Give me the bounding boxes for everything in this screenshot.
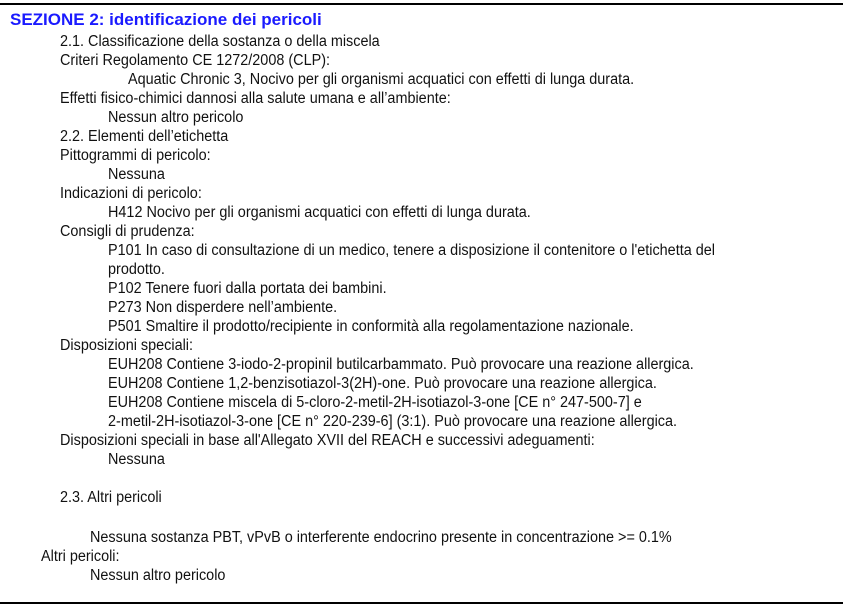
physchem-effects-value: Nessun altro pericolo: [108, 109, 244, 126]
precaution-p273: P273 Non disperdere nell’ambiente.: [108, 299, 338, 316]
precaution-p101: P101 In caso di consultazione di un medico, tenere a disposizione il contenitore o l'etichetta del: [108, 242, 715, 259]
precaution-p501: P501 Smaltire il prodotto/recipiente in conformità alla regolamentazione nazionale.: [108, 318, 634, 335]
hazard-statements-label: Indicazioni di pericolo:: [60, 185, 202, 202]
euh208-line-2: EUH208 Contiene 1,2-benzisotiazol-3(2H)-one. Può provocare una reazione allergica.: [108, 375, 657, 392]
subsection-2-1-heading: 2.1. Classificazione della sostanza o della miscela: [60, 33, 380, 50]
other-hazards-label: Altri pericoli:: [41, 548, 120, 565]
special-provisions-label: Disposizioni speciali:: [60, 337, 194, 354]
precautionary-label: Consigli di prudenza:: [60, 223, 195, 240]
euh208-line-4: 2-metil-2H-isotiazol-3-one [CE n° 220-239-6] (3:1). Può provocare una reazione allergica.: [108, 413, 678, 430]
pictograms-label: Pittogrammi di pericolo:: [60, 147, 211, 164]
pbt-vpvb-statement: Nessuna sostanza PBT, vPvB o interferente endocrino presente in concentrazione >= 0.1%: [90, 529, 672, 546]
hazard-statement-h412: H412 Nocivo per gli organismi acquatici con effetti di lunga durata.: [108, 204, 531, 221]
physchem-effects-label: Effetti fisico-chimici dannosi alla salute umana e all’ambiente:: [60, 90, 451, 107]
precaution-p101-cont: prodotto.: [108, 261, 165, 278]
subsection-2-3-heading: 2.3. Altri pericoli: [60, 489, 162, 506]
bottom-divider: [0, 602, 843, 604]
reach-provisions-label: Disposizioni speciali in base all'Allegato XVII del REACH e successivi adeguamenti:: [60, 432, 595, 449]
clp-criteria-label: Criteri Regolamento CE 1272/2008 (CLP):: [60, 52, 331, 69]
euh208-line-3: EUH208 Contiene miscela di 5-cloro-2-metil-2H-isotiazol-3-one [CE n° 247-500-7] e: [108, 394, 642, 411]
subsection-2-2-heading: 2.2. Elementi dell’etichetta: [60, 128, 229, 145]
pictograms-value: Nessuna: [108, 166, 165, 183]
section-title: SEZIONE 2: identificazione dei pericoli: [10, 10, 322, 29]
reach-provisions-value: Nessuna: [108, 451, 165, 468]
clp-criteria-value: Aquatic Chronic 3, Nocivo per gli organismi acquatici con effetti di lunga durata.: [128, 71, 635, 88]
other-hazards-value: Nessun altro pericolo: [90, 567, 226, 584]
euh208-line-1: EUH208 Contiene 3-iodo-2-propinil butilcarbammato. Può provocare una reazione allergica.: [108, 356, 694, 373]
precaution-p102: P102 Tenere fuori dalla portata dei bambini.: [108, 280, 387, 297]
top-divider: [0, 3, 843, 5]
